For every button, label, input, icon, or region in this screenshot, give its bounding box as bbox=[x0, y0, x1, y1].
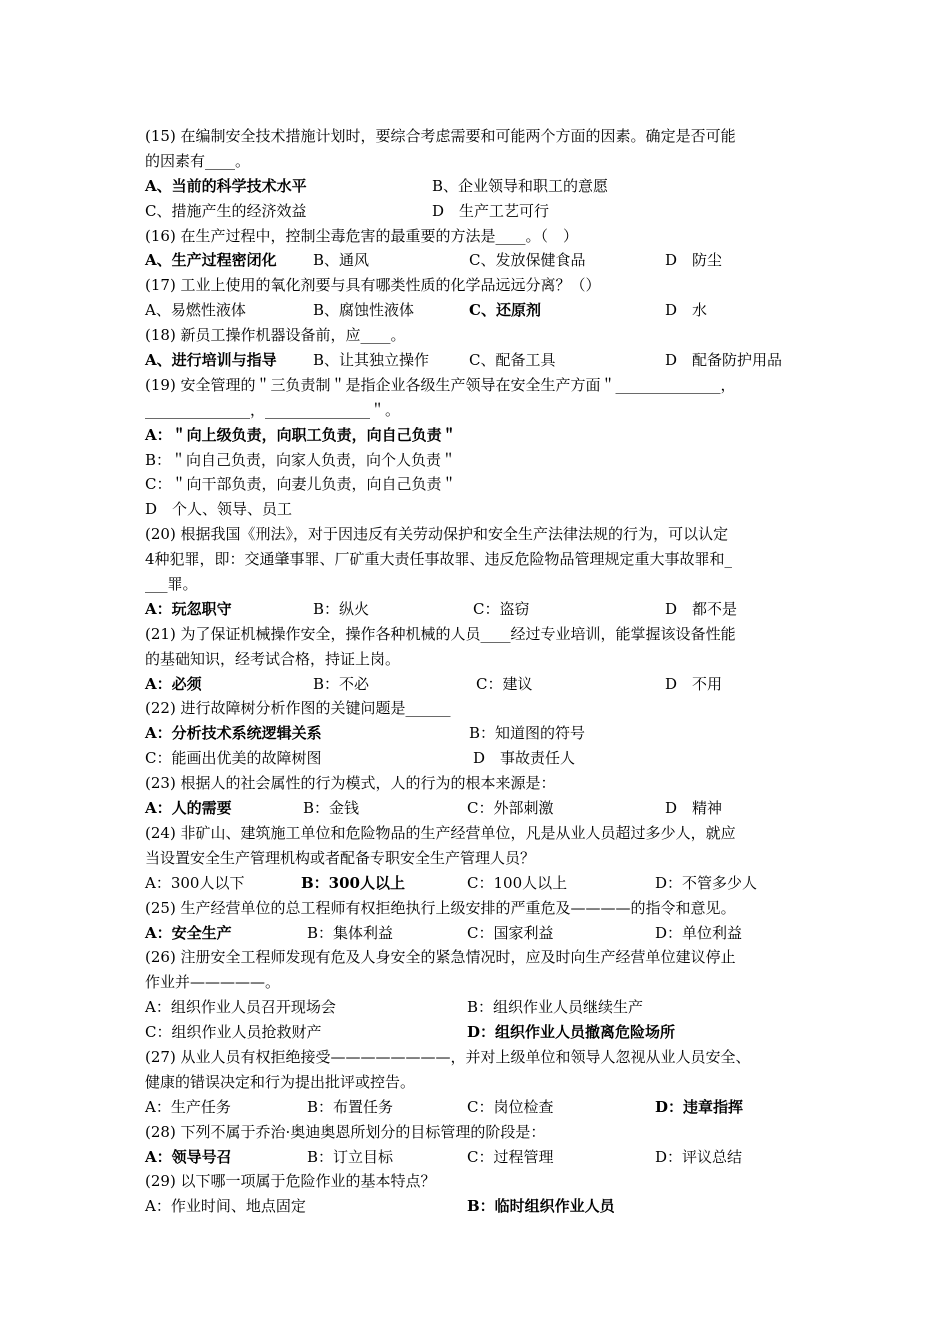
question-text-line: (22) 进行故障树分析作图的关键问题是______ bbox=[145, 699, 451, 718]
answer-option-correct: C、还原剂 bbox=[469, 301, 541, 320]
question-text-line: (20) 根据我国《刑法》，对于因违反有关劳动保护和安全生产法律法规的行为，可以认定 bbox=[145, 525, 729, 544]
answer-option: D 生产工艺可行 bbox=[432, 201, 550, 220]
answer-option: B：纵火 bbox=[313, 599, 370, 618]
question-28 bbox=[145, 1120, 815, 1170]
question-text-line: 4种犯罪，即：交通肇事罪、厂矿重大责任事故罪、违反危险物品管理规定重大事故罪和_ bbox=[145, 550, 733, 569]
option-row bbox=[145, 597, 815, 622]
option-row bbox=[145, 746, 815, 771]
option-row bbox=[145, 448, 815, 473]
question-text-line: (15) 在编制安全技术措施计划时，要综合考虑需要和可能两个方面的因素。确定是否可能 bbox=[145, 127, 736, 145]
answer-option: D 精神 bbox=[665, 799, 723, 818]
question-21 bbox=[145, 622, 815, 697]
answer-option-correct: A：玩忽职守 bbox=[145, 599, 232, 618]
option-row bbox=[145, 796, 815, 821]
question-25 bbox=[145, 896, 815, 946]
question-text-line: (16) 在生产过程中，控制尘毒危害的最重要的方法是____。（ ） bbox=[145, 226, 579, 245]
question-text-line: (21) 为了保证机械操作安全，操作各种机械的人员____经过专业培训，能掌握该设备性能 bbox=[145, 624, 736, 643]
answer-option: C：外部刺激 bbox=[467, 799, 554, 818]
answer-option-correct: B：临时组织作业人员 bbox=[467, 1197, 615, 1216]
question-text-line: (17) 工业上使用的氧化剂要与具有哪类性质的化学品远远分离？（） bbox=[145, 276, 601, 295]
question-text-line: (25) 生产经营单位的总工程师有权拒绝执行上级安排的严重危及————的指令和意见。 bbox=[145, 898, 736, 917]
answer-option: C：盗窃 bbox=[473, 599, 530, 618]
question-text-line: (19) 安全管理的＂三负责制＂是指企业各级生产领导在安全生产方面＂______________， bbox=[145, 375, 736, 394]
question-text-line: ___罪。 bbox=[145, 575, 198, 594]
answer-option: D：不管多少人 bbox=[655, 873, 758, 892]
question-text-line: (24) 非矿山、建筑施工单位和危险物品的生产经营单位，凡是从业人员超过多少人，就应 bbox=[145, 823, 736, 842]
answer-option: B：金钱 bbox=[303, 799, 360, 818]
answer-option: B、让其独立操作 bbox=[313, 351, 430, 370]
option-row bbox=[145, 871, 815, 896]
answer-option: D 个人、领导、员工 bbox=[145, 500, 293, 519]
answer-option: B：＂向自己负责，向家人负责，向个人负责＂ bbox=[145, 450, 457, 469]
option-row bbox=[145, 497, 815, 522]
question-20 bbox=[145, 522, 815, 622]
answer-option-correct: D：违章指挥 bbox=[655, 1097, 744, 1116]
answer-option: B：订立目标 bbox=[307, 1147, 394, 1166]
question-29 bbox=[145, 1169, 815, 1219]
answer-option: C：100人以上 bbox=[467, 873, 568, 892]
option-row bbox=[145, 672, 815, 697]
option-row bbox=[145, 174, 815, 199]
question-text-line: 当设置安全生产管理机构或者配备专职安全生产管理人员？ bbox=[145, 848, 536, 867]
answer-option: C、发放保健食品 bbox=[469, 251, 586, 270]
answer-option: A：生产任务 bbox=[145, 1097, 231, 1116]
answer-option: A、易燃性液体 bbox=[145, 301, 246, 320]
answer-option: C：组织作业人员抢救财产 bbox=[145, 1023, 322, 1042]
option-row bbox=[145, 1095, 815, 1120]
answer-option: D 防尘 bbox=[665, 251, 723, 270]
option-row bbox=[145, 248, 815, 273]
question-list bbox=[145, 124, 815, 1219]
answer-option: C：过程管理 bbox=[467, 1147, 554, 1166]
answer-option: A：作业时间、地点固定 bbox=[145, 1197, 306, 1216]
question-text-line: (28) 下列不属于乔治·奥迪奥恩所划分的目标管理的阶段是： bbox=[145, 1122, 546, 1141]
option-row bbox=[145, 1020, 815, 1045]
answer-option: C：能画出优美的故障树图 bbox=[145, 749, 322, 768]
answer-option: C：国家利益 bbox=[467, 923, 554, 942]
question-text-line: (27) 从业人员有权拒绝接受————————，并对上级单位和领导人忽视从业人员安全、 bbox=[145, 1047, 751, 1066]
question-22 bbox=[145, 696, 815, 771]
option-row bbox=[145, 995, 815, 1020]
answer-option-correct: A、进行培训与指导 bbox=[145, 351, 277, 370]
answer-option: A：组织作业人员召开现场会 bbox=[145, 998, 336, 1017]
answer-option-correct: B：300人以上 bbox=[301, 873, 405, 892]
answer-option: B、通风 bbox=[313, 251, 370, 270]
option-row bbox=[145, 348, 815, 373]
answer-option: D 事故责任人 bbox=[473, 749, 576, 768]
answer-option-correct: A：＂向上级负责，向职工负责，向自己负责＂ bbox=[145, 425, 457, 444]
answer-option-correct: A：人的需要 bbox=[145, 799, 232, 818]
question-26 bbox=[145, 945, 815, 1045]
option-row bbox=[145, 472, 815, 497]
question-text-line: (26) 注册安全工程师发现有危及人身安全的紧急情况时，应及时向生产经营单位建议停止 bbox=[145, 948, 736, 967]
answer-option-correct: A：安全生产 bbox=[145, 923, 232, 942]
question-17 bbox=[145, 273, 815, 323]
answer-option: B：布置任务 bbox=[307, 1097, 394, 1116]
question-text-line: 作业并—————。 bbox=[145, 973, 281, 992]
answer-option: D 水 bbox=[665, 301, 708, 320]
option-row bbox=[145, 1194, 815, 1219]
answer-option: B：集体利益 bbox=[307, 923, 394, 942]
question-text-line: ______________，______________＂。 bbox=[145, 400, 401, 419]
option-row bbox=[145, 199, 815, 224]
answer-option: C：＂向干部负责，向妻儿负责，向自己负责＂ bbox=[145, 475, 457, 494]
question-18 bbox=[145, 323, 815, 373]
answer-option: C：岗位检查 bbox=[467, 1097, 554, 1116]
question-text-line: 的基础知识，经考试合格，持证上岗。 bbox=[145, 649, 401, 668]
answer-option: A：300人以下 bbox=[145, 873, 245, 892]
question-19 bbox=[145, 373, 815, 522]
answer-option-correct: D：组织作业人员撤离危险场所 bbox=[467, 1023, 676, 1042]
question-text-line: (18) 新员工操作机器设备前，应____。 bbox=[145, 326, 406, 345]
question-23 bbox=[145, 771, 815, 821]
answer-option: D 都不是 bbox=[665, 599, 738, 618]
question-27 bbox=[145, 1045, 815, 1120]
question-15 bbox=[145, 124, 815, 224]
question-text-line: (23) 根据人的社会属性的行为模式，人的行为的根本来源是： bbox=[145, 774, 556, 793]
answer-option: B、腐蚀性液体 bbox=[313, 301, 415, 320]
answer-option-correct: A：领导号召 bbox=[145, 1147, 232, 1166]
answer-option: D：评议总结 bbox=[655, 1147, 743, 1166]
question-text-line: 的因素有____。 bbox=[145, 151, 251, 170]
option-row bbox=[145, 921, 815, 946]
question-16 bbox=[145, 224, 815, 274]
option-row bbox=[145, 423, 815, 448]
answer-option: B：不必 bbox=[313, 674, 370, 693]
answer-option: C：建议 bbox=[476, 674, 533, 693]
answer-option-correct: A、生产过程密闭化 bbox=[145, 251, 277, 270]
answer-option-correct: A：分析技术系统逻辑关系 bbox=[145, 724, 322, 743]
question-text-line: (29) 以下哪一项属于危险作业的基本特点？ bbox=[145, 1172, 436, 1191]
answer-option-correct: A、当前的科学技术水平 bbox=[145, 176, 307, 195]
answer-option: D 不用 bbox=[665, 674, 723, 693]
option-row bbox=[145, 298, 815, 323]
answer-option: C、措施产生的经济效益 bbox=[145, 201, 307, 220]
answer-option: B、企业领导和职工的意愿 bbox=[432, 176, 609, 195]
question-text-line: 健康的错误决定和行为提出批评或控告。 bbox=[145, 1072, 416, 1091]
answer-option: B：知道图的符号 bbox=[469, 724, 586, 743]
question-24 bbox=[145, 821, 815, 896]
answer-option: D：单位利益 bbox=[655, 923, 743, 942]
answer-option: D 配备防护用品 bbox=[665, 351, 783, 370]
option-row bbox=[145, 1145, 815, 1170]
answer-option: C、配备工具 bbox=[469, 351, 556, 370]
answer-option: B：组织作业人员继续生产 bbox=[467, 998, 644, 1017]
option-row bbox=[145, 721, 815, 746]
answer-option-correct: A：必须 bbox=[145, 674, 202, 693]
